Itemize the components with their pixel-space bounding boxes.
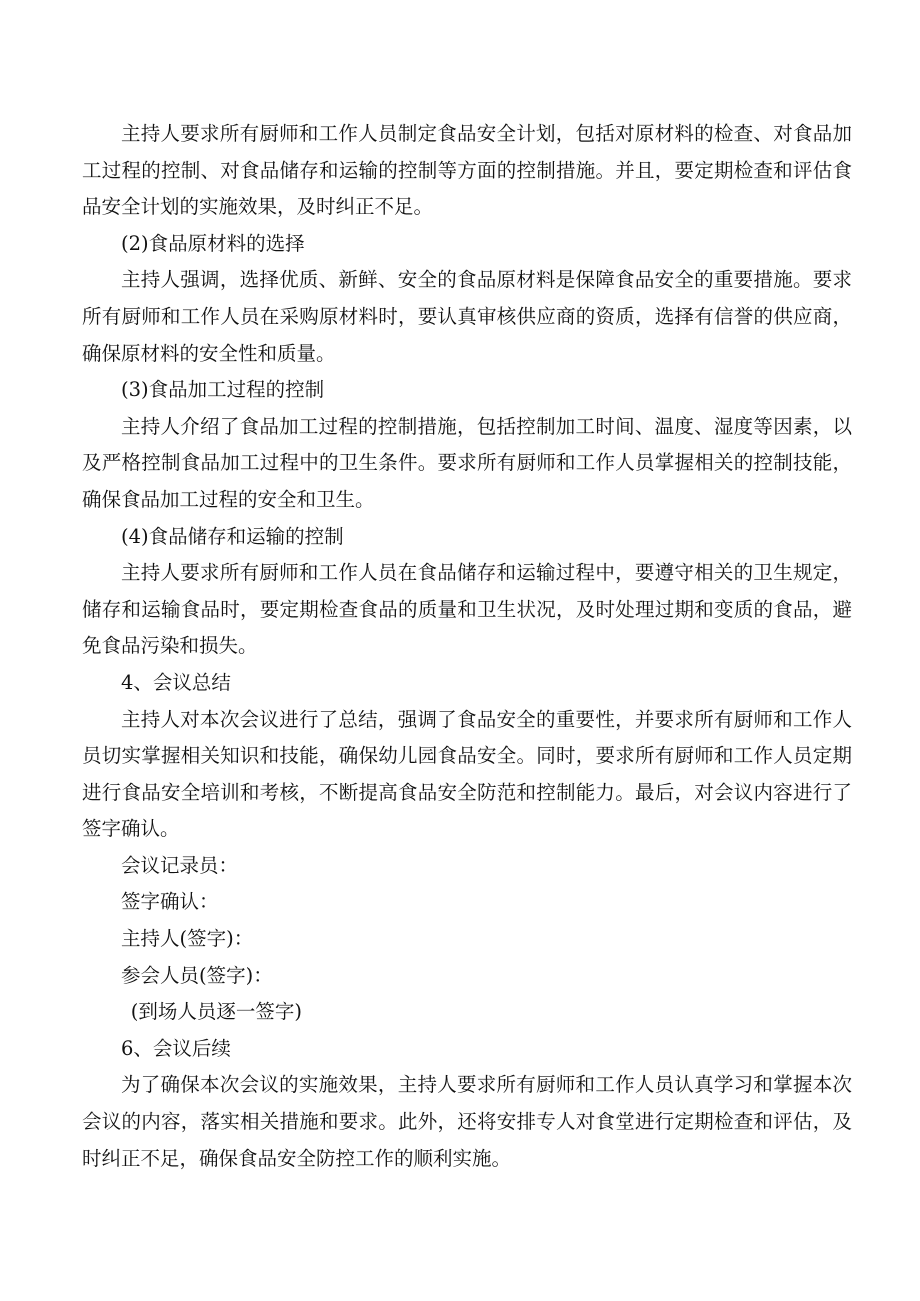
attendees-signature-label: 参会人员(签字)： [121, 963, 273, 987]
section-heading-raw-materials: (2)食品原材料的选择 [121, 231, 305, 255]
paragraph-raw-materials: 主持人强调，选择优质、新鲜、安全的食品原材料是保障食品安全的重要措施。要求所有厨师和工作人员在采购原材料时，要认真审核供应商的资质，选择有信誉的供应商，确保原材料的安全性和质量。 [82, 268, 852, 365]
host-signature-label: 主持人(签字)： [121, 927, 254, 951]
section-heading-storage-transport: (4)食品储存和运输的控制 [121, 524, 344, 548]
section-heading-follow-up: 6、会议后续 [121, 1036, 231, 1060]
section-heading-meeting-summary: 4、会议总结 [121, 670, 231, 694]
paragraph-meeting-summary: 主持人对本次会议进行了总结，强调了食品安全的重要性，并要求所有厨师和工作人员切实掌握相关知识和技能，确保幼儿园食品安全。同时，要求所有厨师和工作人员定期进行食品安全培训和考核，不断提高食品安全防范和控制能力。最后，对会议内容进行了签字确认。 [82, 707, 852, 841]
attendees-sign-note: (到场人员逐一签字) [130, 1000, 302, 1024]
paragraph-follow-up: 为了确保本次会议的实施效果，主持人要求所有厨师和工作人员认真学习和掌握本次会议的内容，落实相关措施和要求。此外，还将安排专人对食堂进行定期检查和评估，及时纠正不足，确保食品安全防控工作的顺利实施。 [82, 1073, 852, 1170]
signature-confirm-label: 签字确认： [121, 890, 219, 914]
document-body [82, 116, 852, 1177]
section-heading-processing: (3)食品加工过程的控制 [121, 378, 325, 402]
paragraph-processing: 主持人介绍了食品加工过程的控制措施，包括控制加工时间、温度、湿度等因素，以及严格控制食品加工过程中的卫生条件。要求所有厨师和工作人员掌握相关的控制技能，确保食品加工过程的安全和卫生。 [82, 414, 852, 511]
paragraph-storage-transport: 主持人要求所有厨师和工作人员在食品储存和运输过程中，要遵守相关的卫生规定，储存和运输食品时，要定期检查食品的质量和卫生状况，及时处理过期和变质的食品，避免食品污染和损失。 [82, 561, 852, 658]
recorder-label: 会议记录员： [121, 853, 239, 877]
paragraph-food-safety-plan: 主持人要求所有厨师和工作人员制定食品安全计划，包括对原材料的检查、对食品加工过程的控制、对食品储存和运输的控制等方面的控制措施。并且，要定期检查和评估食品安全计划的实施效果，及时纠正不足。 [82, 122, 852, 219]
